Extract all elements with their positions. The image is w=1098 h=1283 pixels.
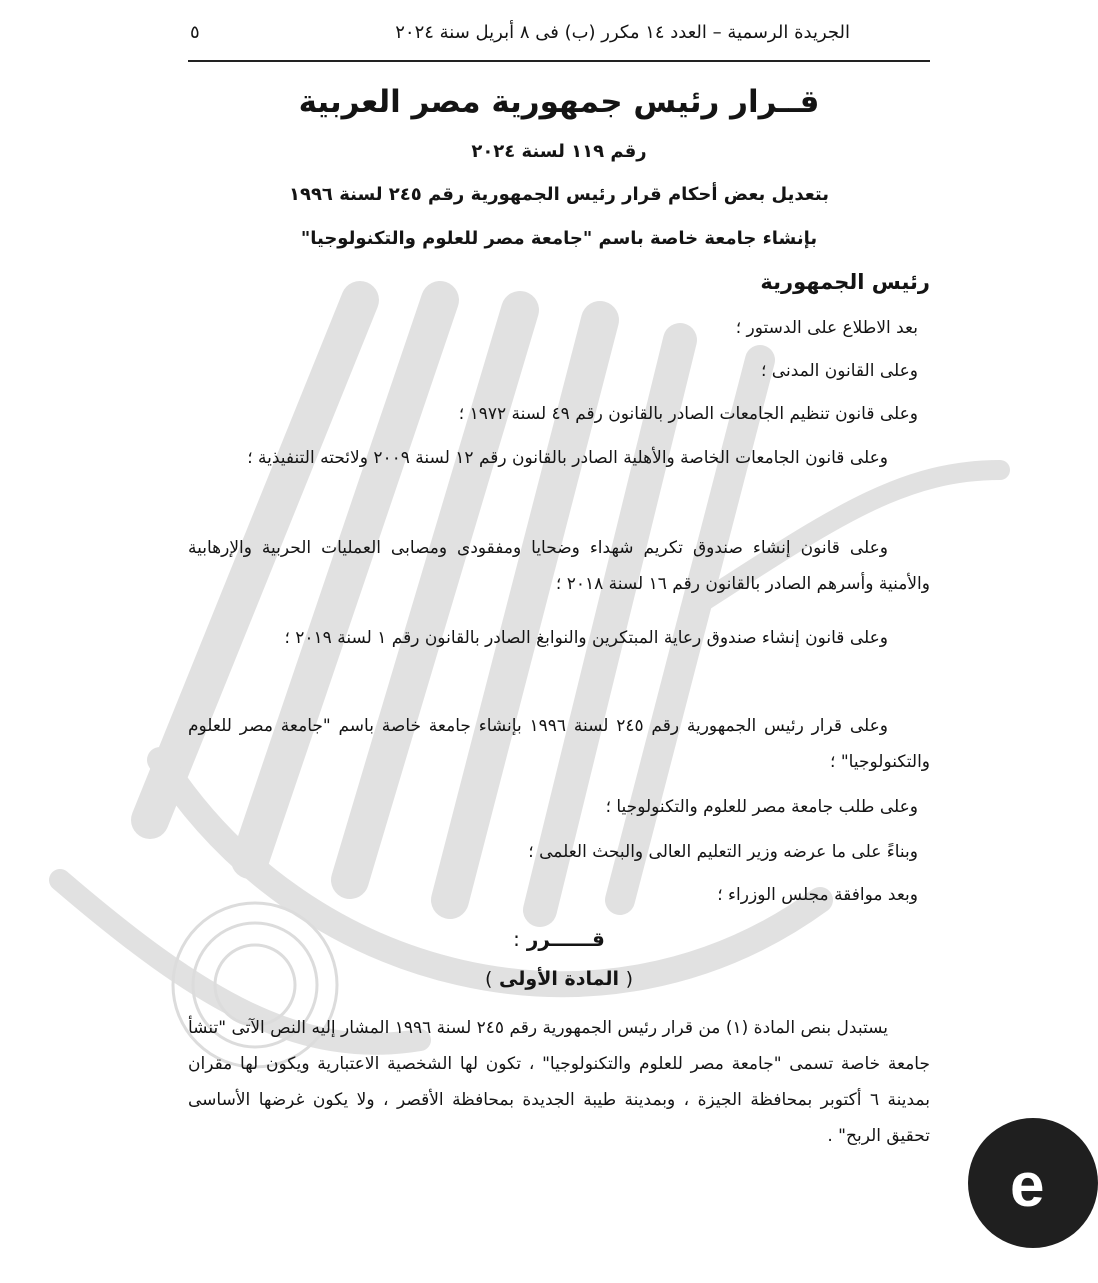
recital-presidential-decree-245: وعلى قرار رئيس الجمهورية رقم ٢٤٥ لسنة ١٩٩٦ بإنشاء جامعة خاصة باسم "جامعة مصر للعلوم والتكنولوجيا" ؛ <box>188 716 930 772</box>
recital-university-request: وعلى طلب جامعة مصر للعلوم والتكنولوجيا ؛ <box>605 797 918 817</box>
article-paren-open: ( <box>625 968 634 990</box>
header-divider <box>188 60 930 62</box>
recital-private-universities-law: وعلى قانون الجامعات الخاصة والأهلية الصادر بالقانون رقم ١٢ لسنة ٢٠٠٩ ولائحته التنفيذية ؛ <box>247 448 888 468</box>
page-number: ٥ <box>190 22 200 43</box>
decided-heading <box>188 927 930 951</box>
recital-cabinet-approval: وبعد موافقة مجلس الوزراء ؛ <box>717 885 918 905</box>
recital-minister-proposal: وبناءً على ما عرضه وزير التعليم العالى والبحث العلمى ؛ <box>528 842 918 862</box>
article-title: المادة الأولى <box>499 968 619 990</box>
decided-word: قــــــرر <box>526 927 605 951</box>
recital-constitution: بعد الاطلاع على الدستور ؛ <box>735 318 918 338</box>
president-heading: رئيس الجمهورية <box>760 270 930 294</box>
floating-action-icon: e <box>1010 1151 1045 1220</box>
decree-number: رقم ١١٩ لسنة ٢٠٢٤ <box>471 141 647 162</box>
recital-civil-law: وعلى القانون المدنى ؛ <box>760 361 918 381</box>
decided-colon: : <box>513 927 520 951</box>
running-header <box>188 18 930 50</box>
article-heading <box>188 968 930 990</box>
recital-innovators-fund-law: وعلى قانون إنشاء صندوق رعاية المبتكرين والنوابغ الصادر بالقانون رقم ١ لسنة ٢٠١٩ ؛ <box>284 628 888 648</box>
decree-subject-line-1: بتعديل بعض أحكام قرار رئيس الجمهورية رقم ٢٤٥ لسنة ١٩٩٦ <box>288 184 830 205</box>
gazette-header-text: الجريدة الرسمية – العدد ١٤ مكرر (ب) فى ٨ أبريل سنة ٢٠٢٤ <box>395 22 850 43</box>
decree-title: قــرار رئيس جمهورية مصر العربية <box>298 84 820 120</box>
article-paren-close: ) <box>484 968 493 990</box>
recital-universities-law: وعلى قانون تنظيم الجامعات الصادر بالقانون رقم ٤٩ لسنة ١٩٧٢ ؛ <box>458 404 918 424</box>
decree-subject-line-2: بإنشاء جامعة خاصة باسم "جامعة مصر للعلوم والتكنولوجيا" <box>300 228 818 249</box>
article-one-text: يستبدل بنص المادة (١) من قرار رئيس الجمهورية رقم ٢٤٥ لسنة ١٩٩٦ المشار إليه النص الآتى "تنشأ جامعة خاصة تسمى "جامعة مصر للعلوم والتكنولوجيا" ، تكون لها الشخصية الاعتبارية ويكون لها مقران بمدينة ٦ أكتوبر بمحافظة الجيزة ، وبمدينة طيبة الجديدة بمحافظة الأقصر ، ولا يكون غرضها الأساسى تحقيق الربح" . <box>188 1018 930 1146</box>
recital-martyrs-fund-law: وعلى قانون إنشاء صندوق تكريم شهداء وضحايا ومفقودى ومصابى العمليات الحربية والإرهابية والأمنية وأسرهم الصادر بالقانون رقم ١٦ لسنة ٢٠١٨ ؛ <box>188 538 930 594</box>
